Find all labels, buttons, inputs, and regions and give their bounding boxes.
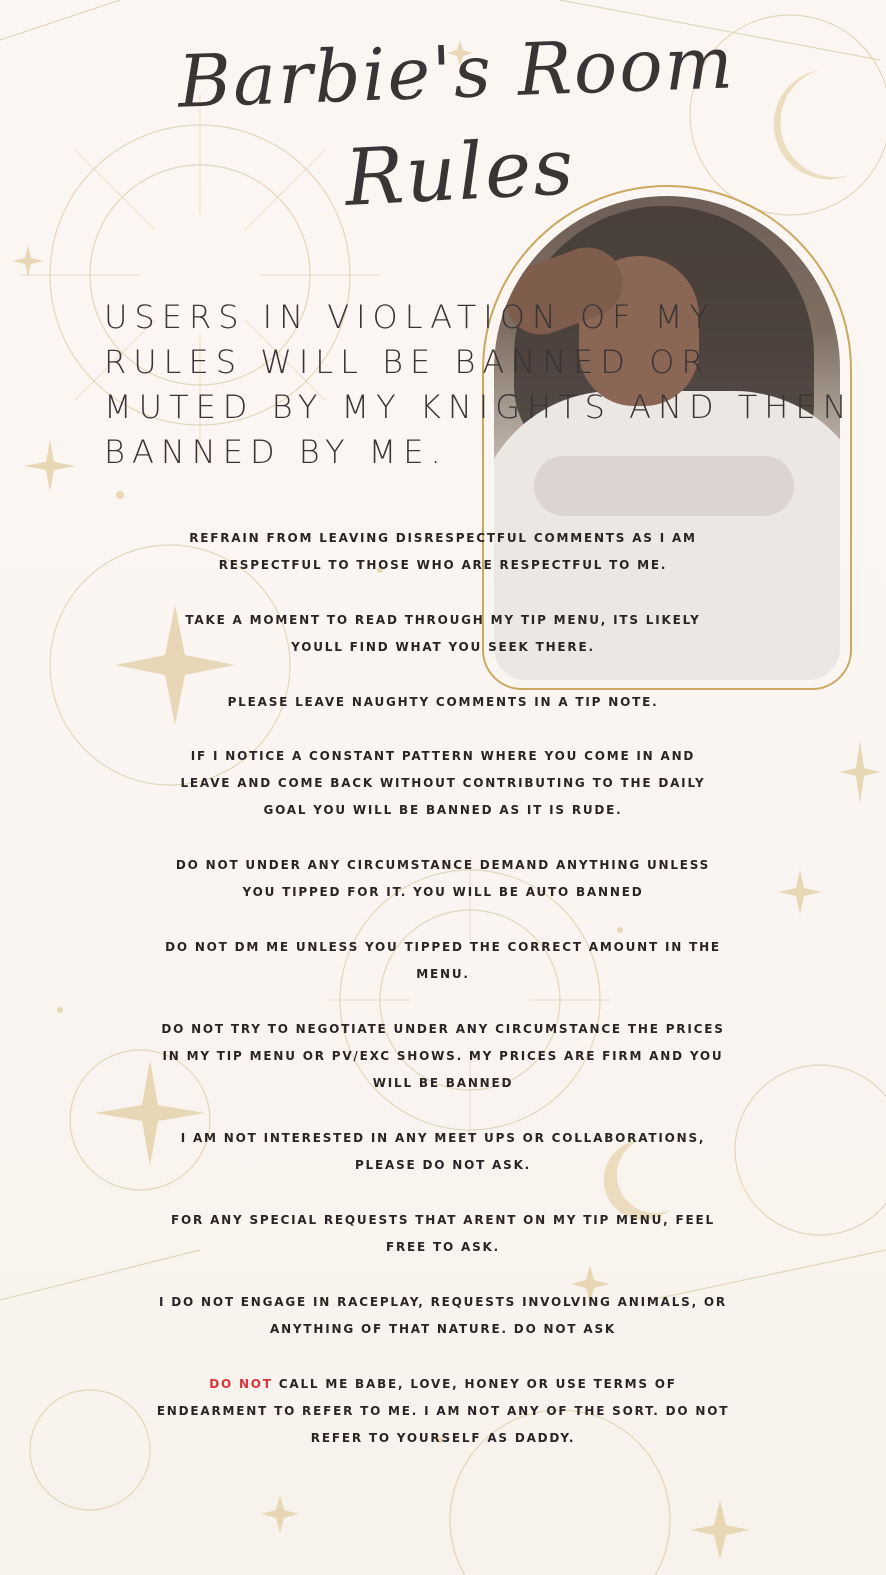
rule-line: TAKE A MOMENT TO READ THROUGH MY TIP MENU, ITS LIKELY [185, 613, 701, 627]
rule-line: LEAVE AND COME BACK WITHOUT CONTRIBUTING TO THE DAILY [180, 776, 706, 790]
rule-line: GOAL YOU WILL BE BANNED AS IT IS RUDE. [263, 803, 623, 817]
rule-line: FREE TO ASK. [386, 1240, 500, 1254]
rule-line: PLEASE LEAVE NAUGHTY COMMENTS IN A TIP NOTE. [227, 695, 659, 709]
rule-line: FOR ANY SPECIAL REQUESTS THAT ARENT ON MY TIP MENU, FEEL [171, 1213, 715, 1227]
title-line-1: Barbie's Room [176, 20, 737, 124]
rule-line: REFRAIN FROM LEAVING DISRESPECTFUL COMMENTS AS I AM [189, 531, 697, 545]
rule-item [0, 934, 886, 988]
rule-item [0, 1207, 886, 1261]
rule-item [0, 852, 886, 906]
rule-line: DO NOT UNDER ANY CIRCUMSTANCE DEMAND ANYTHING UNLESS [175, 858, 711, 872]
rule-line: PLEASE DO NOT ASK. [354, 1158, 532, 1172]
rule-line: I AM NOT INTERESTED IN ANY MEET UPS OR COLLABORATIONS, [180, 1131, 706, 1145]
rule-line: WILL BE BANNED [372, 1076, 514, 1090]
rule-item [0, 689, 886, 716]
rule-item [0, 607, 886, 661]
rule-line: I DO NOT ENGAGE IN RACEPLAY, REQUESTS INVOLVING ANIMALS, OR [159, 1295, 727, 1309]
rule-line: DO NOT DM ME UNLESS YOU TIPPED THE CORRECT AMOUNT IN THE [165, 940, 721, 954]
rule-line [0, 1371, 886, 1398]
intro-line: BANNED BY ME. [104, 433, 448, 471]
rule-line: IN MY TIP MENU OR PV/EXC SHOWS. MY PRICES ARE FIRM AND YOU [162, 1049, 724, 1063]
rule-line: REFER TO YOURSELF AS DADDY. [310, 1431, 576, 1445]
rule-item [0, 1125, 886, 1179]
rule-line: MENU. [416, 967, 470, 981]
rule-item [0, 743, 886, 824]
rule-item-final [0, 1371, 886, 1452]
rule-line-rest: CALL ME BABE, LOVE, HONEY OR USE TERMS OF [272, 1377, 677, 1391]
rule-line: ENDEARMENT TO REFER TO ME. I AM NOT ANY OF THE SORT. DO NOT [156, 1404, 730, 1418]
rule-item [0, 1016, 886, 1097]
rule-line: ANYTHING OF THAT NATURE. DO NOT ASK [270, 1322, 616, 1336]
rule-line: YOU TIPPED FOR IT. YOU WILL BE AUTO BANNED [242, 885, 644, 899]
intro-warning [104, 295, 854, 475]
rule-line: IF I NOTICE A CONSTANT PATTERN WHERE YOU COME IN AND [190, 749, 696, 763]
rule-item [0, 1289, 886, 1343]
intro-line: MUTED BY MY KNIGHTS AND THEN [104, 388, 854, 426]
intro-line: USERS IN VIOLATION OF MY [104, 298, 716, 336]
rule-item [0, 525, 886, 579]
rule-line: DO NOT TRY TO NEGOTIATE UNDER ANY CIRCUMSTANCE THE PRICES [161, 1022, 725, 1036]
rule-line: RESPECTFUL TO THOSE WHO ARE RESPECTFUL TO ME. [218, 558, 668, 572]
intro-line: RULES WILL BE BANNED OR [104, 343, 711, 381]
title-line-2: Rules [342, 122, 578, 224]
accent-do-not: DO NOT [209, 1377, 273, 1391]
rule-line: YOULL FIND WHAT YOU SEEK THERE. [291, 640, 595, 654]
